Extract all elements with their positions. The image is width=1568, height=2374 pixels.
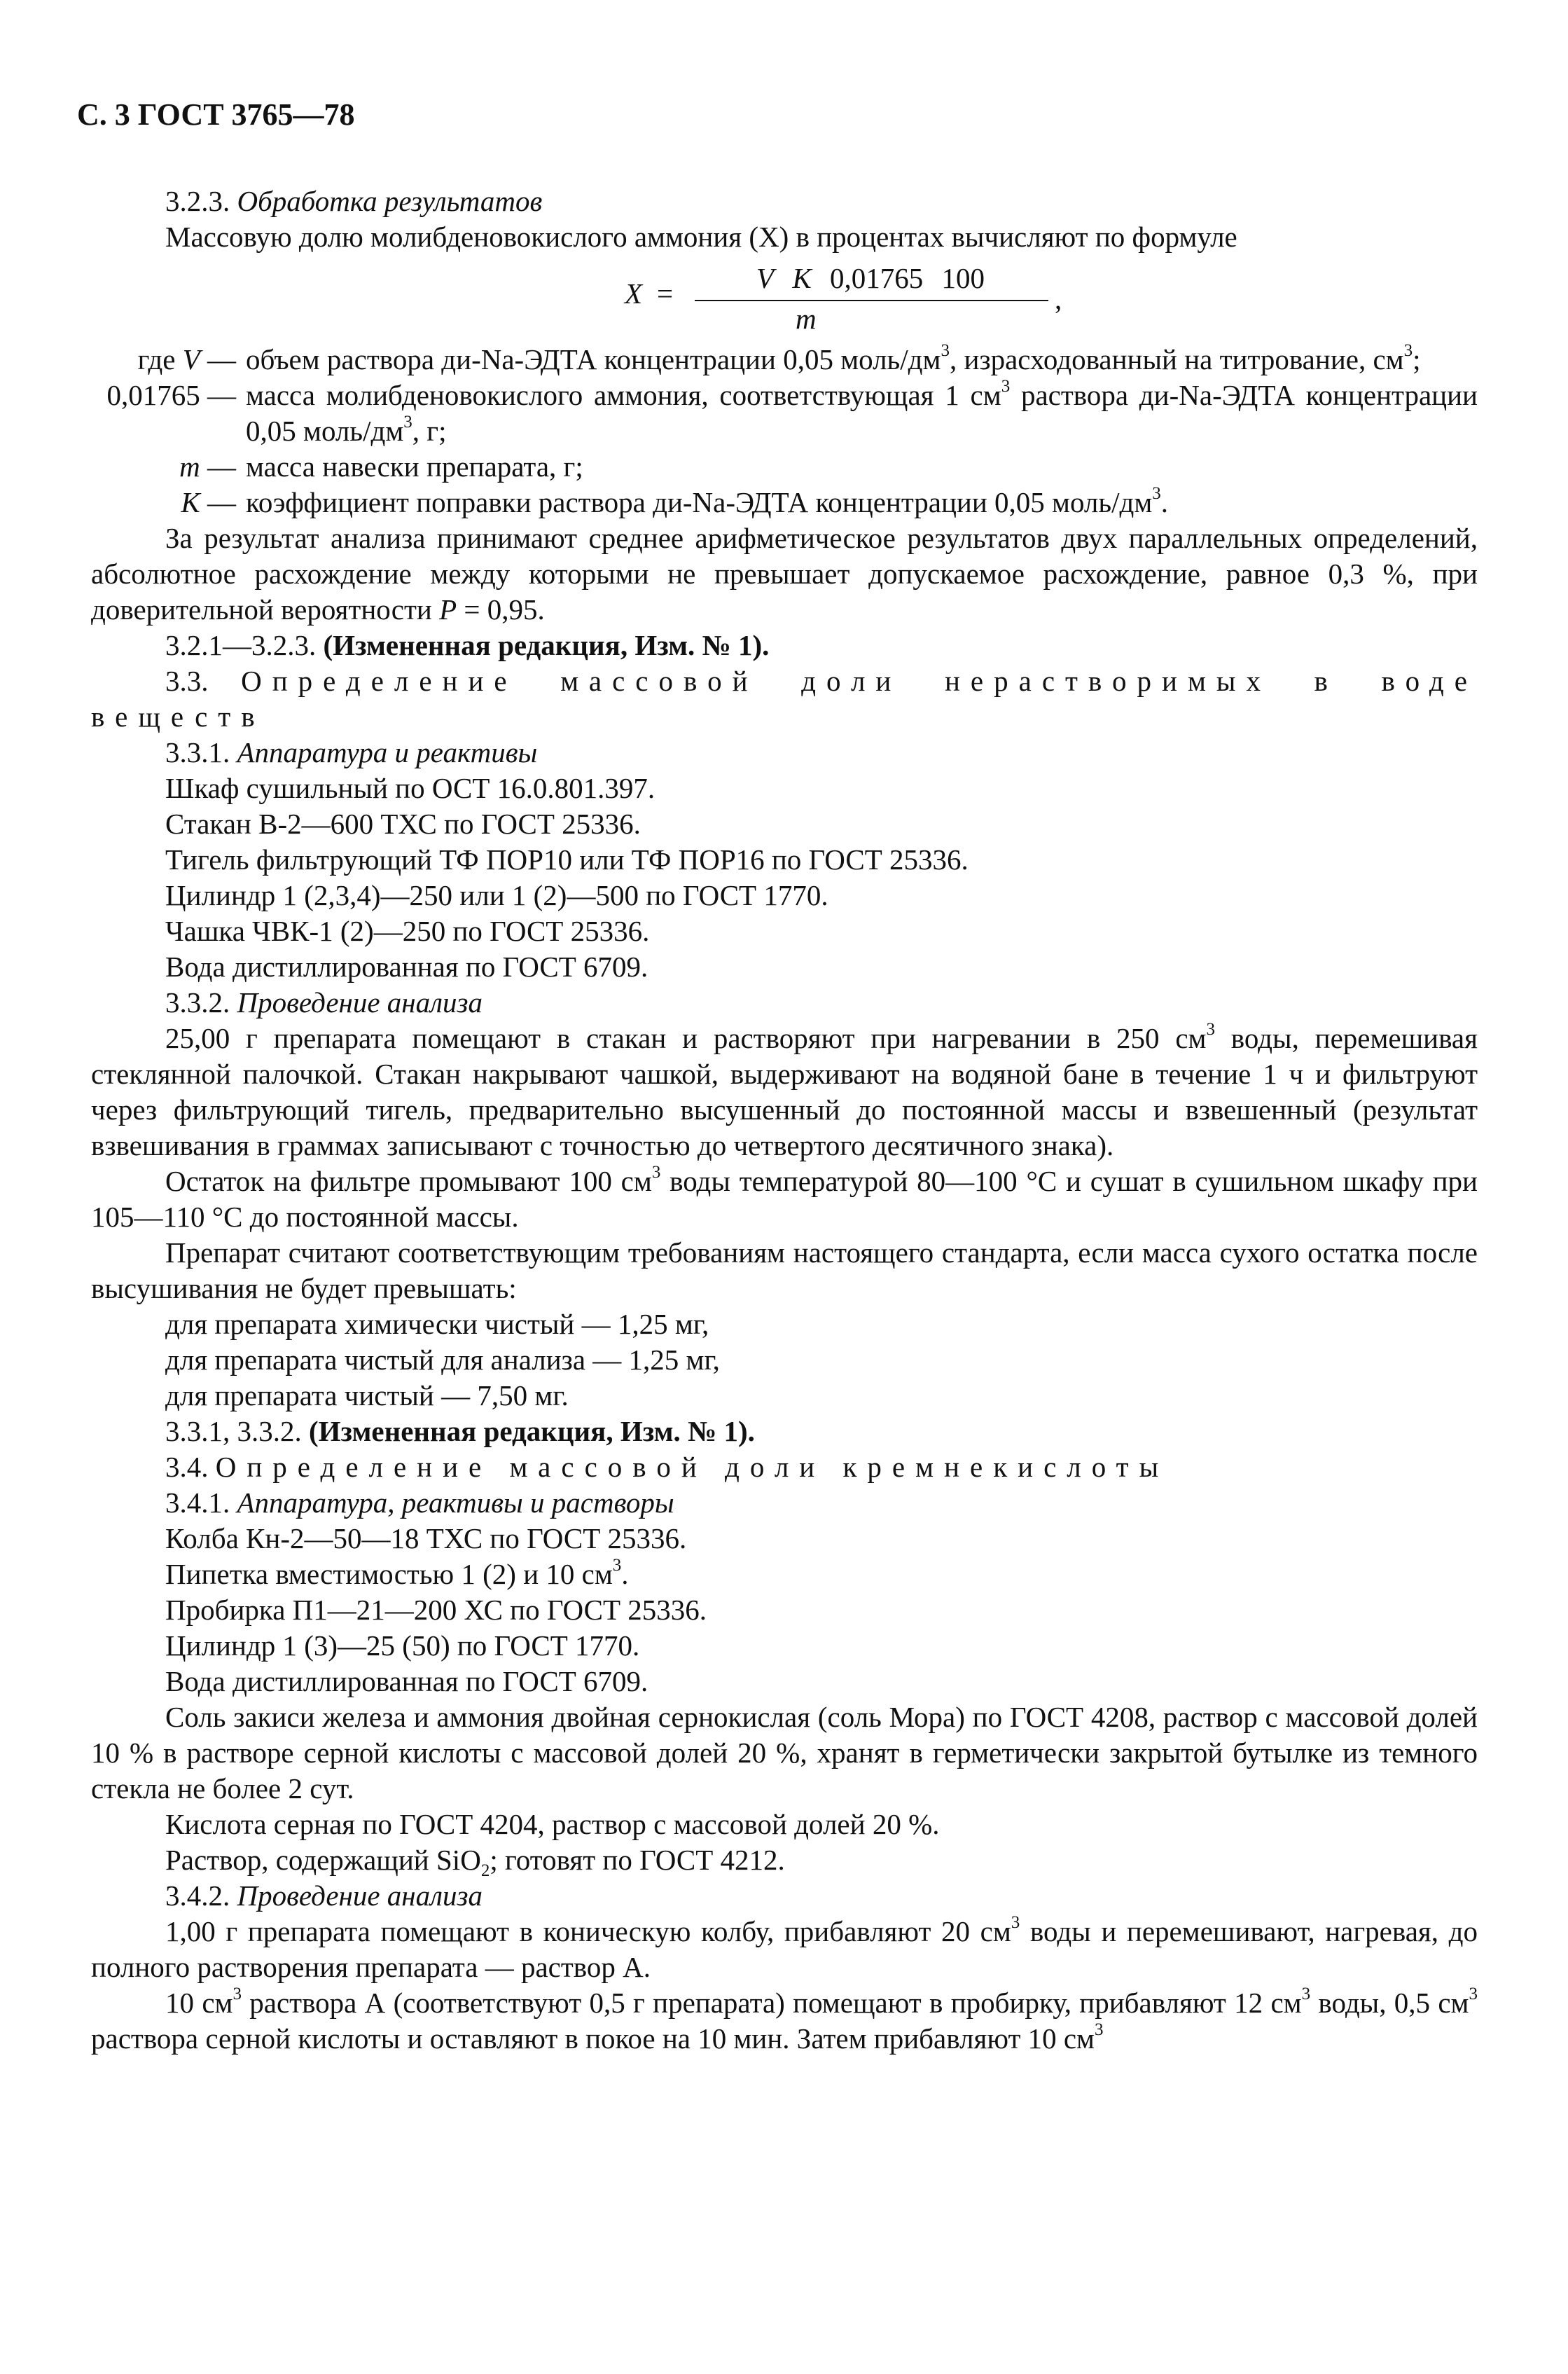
- reagent-item: Кислота серная по ГОСТ 4204, раствор с массовой долей 20 %.: [165, 1808, 940, 1840]
- def-text-a: масса навески препарата, г;: [246, 450, 583, 483]
- revision-note-1: [91, 628, 1478, 663]
- section-title: Проведение анализа: [237, 986, 483, 1019]
- revision-label: (Измененная редакция, Изм. № 1).: [323, 629, 770, 661]
- def-text-a: объем раствора ди-Na-ЭДТА концентрации 0,05 моль/дм: [246, 343, 941, 375]
- def-symbol: K: [181, 486, 200, 518]
- section-number: 3.3.2.: [165, 986, 237, 1019]
- list-item: Вода дистиллированная по ГОСТ 6709.: [165, 1665, 648, 1697]
- section-number: 3.4.: [165, 1451, 216, 1483]
- def-term: [78, 449, 236, 485]
- def-text-b: , израсходованный на титрование, см: [949, 343, 1404, 375]
- def-text-a: масса молибденовокислого аммония, соответствующая 1 см: [246, 379, 1001, 411]
- section-number: 3.3.1.: [165, 736, 237, 768]
- procedure-paragraph: Препарат считают соответствующим требованиям настоящего стандарта, если масса сухого остатка после высушивания не будет превышать:: [91, 1236, 1478, 1304]
- para-text: воды, перемешивая стеклянной палочкой. Стакан накрывают чашкой, выдерживают на водяной бане в течение 1 ч и фильтруют через фильтрующий тигель, предварительно высушенный до постоянной массы и взвешенный (результат взвешивания в граммах записывают с точностью до четвертого десятичного знака).: [91, 1022, 1478, 1161]
- superscript: 3: [1301, 1985, 1311, 2004]
- formula: [91, 261, 1478, 338]
- def-term: [78, 342, 236, 378]
- list-item: Тигель фильтрующий ТФ ПОР10 или ТФ ПОР16 по ГОСТ 25336.: [165, 843, 969, 876]
- section-number: 3.3.: [165, 665, 242, 697]
- list-item: Вода дистиллированная по ГОСТ 6709.: [165, 951, 648, 983]
- section-3-4-heading: [91, 1449, 1478, 1485]
- def-symbol: m: [179, 450, 200, 483]
- subsection-3-2-3-heading: [91, 184, 1478, 219]
- def-dash: —: [200, 450, 236, 483]
- subsection-3-4-2-heading: [91, 1878, 1478, 1914]
- superscript: 3: [1403, 341, 1413, 361]
- superscript: 3: [1001, 377, 1011, 396]
- result-text-end: = 0,95.: [457, 593, 545, 626]
- section-title: Определение массовой доли кремнекислоты: [215, 1451, 1170, 1483]
- var-v: V: [756, 262, 775, 294]
- reagent-text: Раствор, содержащий SiO: [165, 1844, 481, 1876]
- para-text: раствора А (соответствуют 0,5 г препарата) помещают в пробирку, прибавляют 12 см: [241, 1987, 1302, 2019]
- variable-definitions: [78, 342, 1478, 520]
- superscript: 3: [1206, 1020, 1215, 1040]
- formula-numerator: [692, 261, 1049, 296]
- reagent-text: ; готовят по ГОСТ 4212.: [490, 1844, 785, 1876]
- list-item: Цилиндр 1 (2,3,4)—250 или 1 (2)—500 по ГОСТ 1770.: [165, 879, 828, 911]
- list-item: Стакан В-2—600 ТХС по ГОСТ 25336.: [165, 808, 641, 840]
- superscript: 3: [1011, 1913, 1020, 1933]
- def-text-c: ;: [1413, 343, 1421, 375]
- const-hundred: 100: [941, 262, 985, 294]
- limit-item: для препарата чистый — 7,50 мг.: [165, 1379, 569, 1412]
- list-item: [91, 1557, 1478, 1592]
- superscript: 3: [941, 341, 950, 361]
- para-text: раствора серной кислоты и оставляют в покое на 10 мин. Затем прибавляют 10 см: [91, 2022, 1095, 2055]
- limit-item: для препарата химически чистый — 1,25 мг,: [165, 1308, 709, 1340]
- section-number: 3.2.3.: [165, 185, 237, 217]
- def-prefix: где: [137, 343, 183, 375]
- superscript: 3: [612, 1556, 622, 1575]
- superscript: 3: [651, 1163, 661, 1182]
- list-item: Цилиндр 1 (3)—25 (50) по ГОСТ 1770.: [165, 1629, 640, 1662]
- formula-denominator: m: [796, 303, 817, 335]
- fraction-bar: [695, 300, 1048, 301]
- para-text: 10 см: [165, 1987, 233, 2019]
- subscript: 2: [480, 1861, 490, 1881]
- procedure-paragraph: [91, 1021, 1478, 1164]
- list-item-end: .: [621, 1558, 629, 1590]
- revision-range: 3.3.1, 3.3.2.: [165, 1415, 309, 1447]
- section-title: Обработка результатов: [237, 185, 543, 217]
- def-text: [246, 485, 1478, 520]
- section-number: 3.4.2.: [165, 1879, 237, 1912]
- list-item: Чашка ЧВК-1 (2)—250 по ГОСТ 25336.: [165, 915, 650, 947]
- superscript: 3: [1095, 2020, 1104, 2040]
- section-3-3-heading: [91, 663, 1478, 735]
- section-title: Аппаратура, реактивы и растворы: [237, 1486, 674, 1519]
- section-title: Проведение анализа: [237, 1879, 483, 1912]
- def-text-a: коэффициент поправки раствора ди-Na-ЭДТА концентрации 0,05 моль/дм: [246, 486, 1153, 518]
- const-factor: 0,01765: [829, 262, 924, 294]
- subsection-3-3-1-heading: [91, 735, 1478, 771]
- def-text: [246, 342, 1478, 378]
- para-text: 25,00 г препарата помещают в стакан и растворяют при нагревании в 250 см: [165, 1022, 1207, 1054]
- def-term: [78, 378, 236, 449]
- var-p: P: [439, 593, 457, 626]
- def-text-c: , г;: [412, 415, 447, 447]
- page-header: С. 3 ГОСТ 3765—78: [77, 97, 355, 132]
- list-item: Пробирка П1—21—200 ХС по ГОСТ 25336.: [165, 1594, 707, 1626]
- formula-lhs: X: [625, 277, 643, 310]
- superscript: 3: [233, 1985, 242, 2004]
- section-number: 3.4.1.: [165, 1486, 237, 1519]
- def-term: [78, 485, 236, 520]
- reagent-paragraph: Соль закиси железа и аммония двойная сернокислая (соль Мора) по ГОСТ 4208, раствор с массовой долей 10 % в растворе серной кислоты с массовой долей 20 %, хранят в герметически закрытой бутылке из темного стекла не более 2 сут.: [91, 1701, 1478, 1804]
- result-paragraph: [91, 520, 1478, 628]
- superscript: 3: [1469, 1985, 1478, 2004]
- revision-range: 3.2.1—3.2.3.: [165, 629, 324, 661]
- superscript: 3: [1152, 484, 1161, 504]
- reagent-item: [91, 1842, 1478, 1881]
- def-text-b: .: [1160, 486, 1169, 518]
- revision-label: (Измененная редакция, Изм. № 1).: [309, 1415, 755, 1447]
- subsection-3-3-2-heading: [91, 985, 1478, 1021]
- para-text: Остаток на фильтре промывают 100 см: [165, 1165, 652, 1197]
- list-item: Шкаф сушильный по ОСТ 16.0.801.397.: [165, 772, 655, 804]
- formula-equals: =: [657, 277, 674, 310]
- def-dash: —: [200, 379, 236, 411]
- list-item-text: Пипетка вместимостью 1 (2) и 10 см: [165, 1558, 613, 1590]
- def-text: [246, 378, 1478, 449]
- procedure-paragraph: [91, 1985, 1478, 2057]
- procedure-paragraph: [91, 1914, 1478, 1985]
- para-text: 1,00 г препарата помещают в коническую колбу, прибавляют 20 см: [165, 1915, 1011, 1947]
- def-symbol: V: [182, 343, 200, 375]
- list-item: Колба Кн-2—50—18 ТХС по ГОСТ 25336.: [165, 1522, 687, 1554]
- limit-item: для препарата чистый для анализа — 1,25 мг,: [165, 1344, 720, 1376]
- procedure-paragraph: [91, 1164, 1478, 1235]
- result-text: За результат анализа принимают среднее арифметическое результатов двух параллельных определений, абсолютное расхождение между которыми не превышает допускаемое расхождение, равное 0,3 %, при доверительной вероятности: [91, 522, 1478, 626]
- document-body: [91, 184, 1478, 2057]
- var-k: K: [792, 262, 812, 294]
- para-text: воды, 0,5 см: [1310, 1987, 1469, 2019]
- para-text: воды температурой 80—100 °С и сушат в сушильном шкафу при 105—110 °С до постоянной массы.: [91, 1165, 1478, 1233]
- section-title: Определение массовой доли нерастворимых в воде веществ: [91, 665, 1478, 733]
- superscript: 3: [403, 413, 412, 432]
- def-dash: —: [200, 343, 236, 375]
- def-text-b: раствора ди-Na-ЭДТА концентрации 0,05 моль/дм: [246, 379, 1478, 447]
- para-text: воды и перемешивают, нагревая, до полного растворения препарата — раствор А.: [91, 1915, 1478, 1983]
- formula-intro: Массовую долю молибденовокислого аммония (X) в процентах вычисляют по формуле: [165, 221, 1237, 253]
- def-text: [246, 449, 1478, 485]
- revision-note-2: [91, 1414, 1478, 1449]
- def-symbol: 0,01765: [106, 379, 200, 411]
- def-dash: —: [200, 486, 236, 518]
- section-title: Аппаратура и реактивы: [237, 736, 538, 768]
- formula-comma: ,: [1055, 283, 1062, 315]
- subsection-3-4-1-heading: [91, 1485, 1478, 1521]
